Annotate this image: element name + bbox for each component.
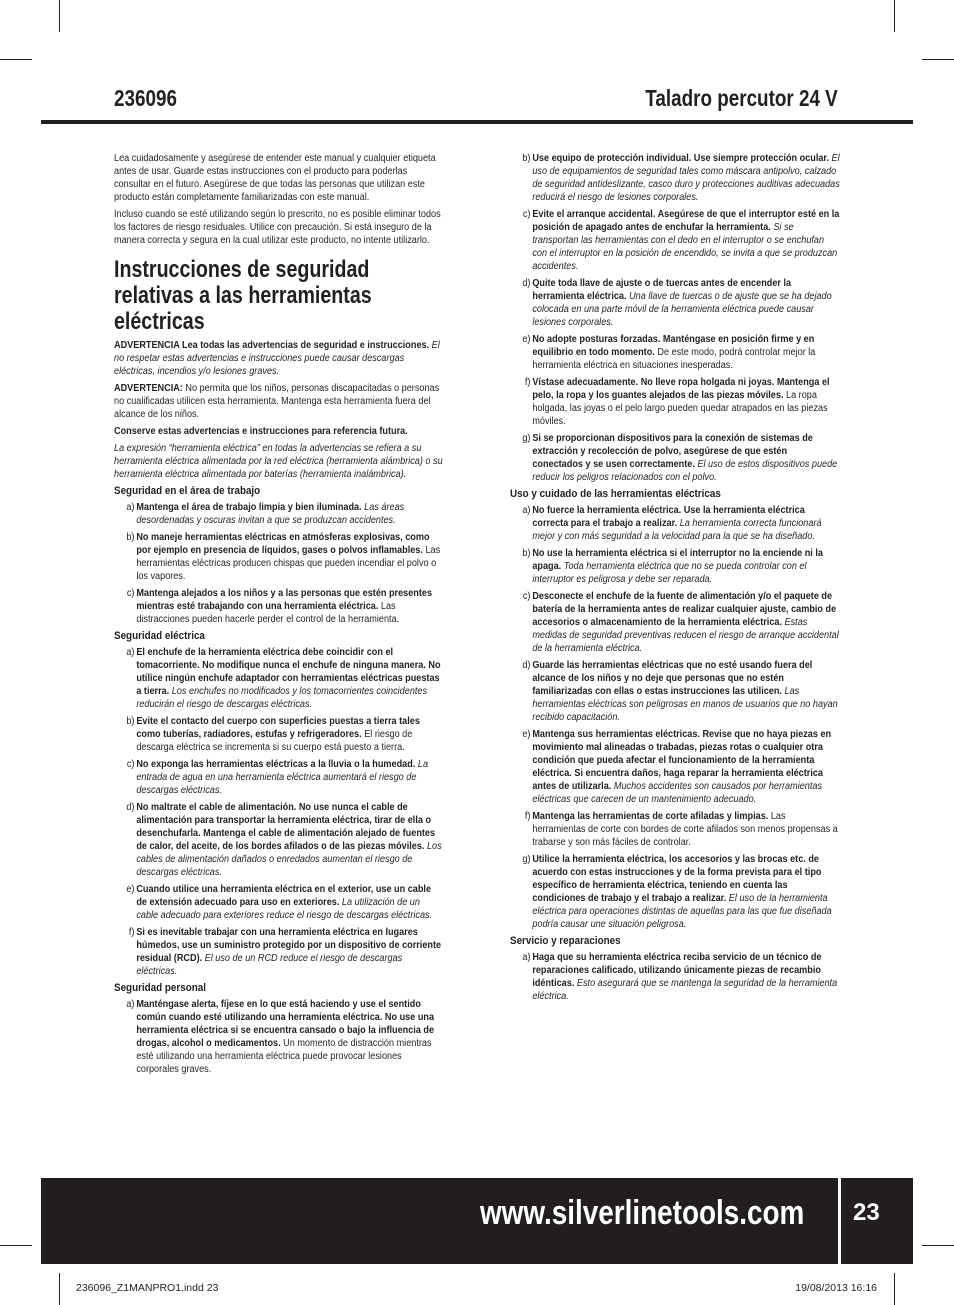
- item-letter: c): [522, 591, 531, 602]
- right-column: [510, 152, 840, 1007]
- list-item: [510, 333, 840, 372]
- warning-paragraph: ADVERTENCIA: No permita que los niños, personas discapacitadas o personas no cualificadas utilicen esta herramienta. Mantenga esta herramienta fuera del alcance de los niños.: [114, 383, 440, 420]
- item-text: Mantenga el área de trabajo limpia y bien iluminada. Las áreas desordenadas y oscuras invitan a que se produzcan accidentes.: [136, 502, 405, 526]
- slug-filename: 236096_Z1MANPRO1.indd 23: [76, 1282, 219, 1294]
- intro-paragraph: Incluso cuando se esté utilizando según lo prescrito, no es posible eliminar todos los factores de riesgo residuales. Utilice con precaución. Si está inseguro de la manera correcta y segura en la cual utilizar este producto, no intente utilizarlo.: [114, 209, 441, 246]
- item-letter: c): [126, 588, 135, 599]
- list-item: [510, 853, 840, 931]
- warning-paragraph: ADVERTENCIA Lea todas las advertencias de seguridad e instrucciones. El no respetar estas advertencias e instrucciones puede causar descargas eléctricas, incendios y/o lesiones graves.: [114, 340, 440, 377]
- subsection-title: Seguridad personal: [114, 982, 206, 994]
- definition-paragraph: La expresión “herramienta eléctrica” en todas la advertencias se refiera a su herramienta eléctrica alimentada por la red eléctrica (herramienta alámbrica) o su herramienta eléctrica alimentada por baterías (herramienta inalámbrica).: [114, 443, 443, 480]
- item-letter: f): [524, 377, 531, 388]
- list-item: [510, 152, 840, 204]
- item-letter: b): [126, 532, 135, 543]
- item-letter: a): [522, 505, 531, 516]
- list-item: [114, 587, 444, 626]
- item-text: Utilice la herramienta eléctrica, los accesorios y las brocas etc. de acuerdo con estas instrucciones y de la forma prevista para el tipo específico de herramienta eléctrica, teniendo en cuenta las condiciones de trabajo y el trabajo a realizar. El uso de la herramienta eléctrica para operaciones distintas de aquellas para las que fue diseñada podría causar une situación peligrosa.: [532, 854, 832, 930]
- item-text: Mantenga sus herramientas eléctricas. Revise que no haya piezas en movimiento mal alineadas o trabadas, piezas rotas o cualquier otra condición que pueda afectar el funcionamiento de la herramienta eléctrica. Si encuentra daños, haga reparar la herramienta eléctrica antes de utilizarla. Muchos accidentes son causados por herramientas eléctricas que carecen de un mantenimiento adecuado.: [532, 729, 832, 805]
- item-text: No maltrate el cable de alimentación. No use nunca el cable de alimentación para transportar la herramienta eléctrica, tirar de ella o desenchufarla. Mantenga el cable de alimentación alejado de fuentes de calor, del aceite, de los bordes afilados o de las piezas móviles. Los cables de alimentación dañados o enredados aumentan el riesgo de descargas eléctricas.: [136, 802, 442, 878]
- list-item: [510, 547, 840, 586]
- crop-mark: [894, 1273, 895, 1305]
- item-letter: a): [126, 647, 135, 658]
- item-letter: d): [522, 660, 531, 671]
- list-item: [114, 801, 444, 879]
- item-text: Mantenga las herramientas de corte afiladas y limpias. Las herramientas de corte con bordes de corte afilados son menos propensas a trabarse y son más fáciles de controlar.: [532, 811, 838, 848]
- item-letter: a): [126, 999, 135, 1010]
- list-item: [510, 208, 840, 273]
- subsection-title: Servicio y reparaciones: [510, 935, 621, 947]
- header-rule: [41, 120, 913, 124]
- item-letter: e): [522, 334, 531, 345]
- subsection-title: Seguridad eléctrica: [114, 630, 205, 642]
- item-letter: c): [126, 759, 135, 770]
- list-item: [510, 432, 840, 484]
- subsection-title: Uso y cuidado de las herramientas eléctricas: [510, 488, 721, 500]
- item-text: Cuando utilice una herramienta eléctrica en el exterior, use un cable de extensión adecuado para uso en exteriores. La utilización de un cable adecuado para exteriores reduce el riesgo de descargas eléctricas.: [136, 884, 433, 921]
- item-text: Evite el contacto del cuerpo con superficies puestas a tierra tales como tuberías, radiadores, estufas y refrigeradores. El riesgo de descarga eléctrica se incrementa si su cuerpo está puesto a tierra.: [136, 716, 420, 753]
- list-item: [114, 883, 444, 922]
- item-letter: d): [522, 278, 531, 289]
- item-letter: g): [522, 854, 531, 865]
- item-letter: b): [522, 153, 531, 164]
- subsection-title: Seguridad en el área de trabajo: [114, 485, 261, 497]
- list-item: [114, 501, 444, 527]
- slug-date: 19/08/2013 16:16: [795, 1282, 877, 1294]
- item-text: Si es inevitable trabajar con una herramienta eléctrica en lugares húmedos, use un suministro protegido por un dispositivo de corriente residual (RCD). El uso de un RCD reduce el riesgo de descargas eléctricas.: [136, 927, 442, 977]
- item-letter: b): [522, 548, 531, 559]
- section-heading: Instrucciones de seguridad relativas a las herramientas eléctricas: [114, 256, 372, 335]
- item-letter: a): [522, 952, 531, 963]
- list-item: [510, 728, 840, 806]
- item-text: Haga que su herramienta eléctrica reciba servicio de un técnico de reparaciones calificado, utilizando únicamente piezas de recambio idénticas. Esto asegurará que se mantenga la seguridad de la herramienta eléctrica.: [532, 952, 838, 1002]
- item-text: Quite toda llave de ajuste o de tuercas antes de encender la herramienta eléctrica. Una llave de tuercas o de ajuste que se ha dejado colocada en una parte móvil de la herramienta eléctrica puede causar lesiones corporales.: [532, 278, 832, 328]
- website-url: www.silverlinetools.com: [480, 1194, 805, 1232]
- item-text: Mantenga alejados a los niños y a las personas que estén presentes mientras esté trabajando con una herramienta eléctrica. Las distracciones pueden hacerle perder el control de la herramienta.: [136, 588, 433, 625]
- crop-mark: [894, 0, 895, 32]
- item-letter: d): [126, 802, 135, 813]
- list-item: [114, 646, 444, 711]
- item-text: No adopte posturas forzadas. Manténgase en posición firme y en equilibrio en todo momento. De este modo, podrá controlar mejor la herramienta eléctrica en situaciones inesperadas.: [532, 334, 816, 371]
- item-text: Manténgase alerta, fíjese en lo que está haciendo y use el sentido común cuando esté utilizando una herramienta eléctrica. No use una herramienta eléctrica si se encuentra cansado o bajo la influencia de drogas, alcohol o medicamentos. Un momento de distracción mientras esté utilizando una herramienta eléctrica puede provocar lesiones corporales graves.: [136, 999, 435, 1075]
- item-letter: a): [126, 502, 135, 513]
- page-number: 23: [853, 1199, 880, 1226]
- item-text: Guarde las herramientas eléctricas que no esté usando fuera del alcance de los niños y no deje que personas que no estén familiarizadas con ellas o estas instrucciones las utilicen. Las herramientas eléctricas son peligrosas en manos de usuarios que no hayan recibido capacitación.: [532, 660, 838, 723]
- item-text: No exponga las herramientas eléctricas a la lluvia o la humedad. La entrada de agua en una herramienta eléctrica aumentará el riesgo de descargas eléctricas.: [136, 759, 429, 796]
- crop-mark: [922, 1245, 954, 1246]
- item-letter: g): [522, 433, 531, 444]
- list-item: [510, 376, 840, 428]
- crop-mark: [922, 59, 954, 60]
- left-column: [114, 152, 444, 1080]
- item-text: Si se proporcionan dispositivos para la conexión de sistemas de extracción y recolección de polvo, asegúrese de que estén conectados y se usen correctamente. El uso de estos dispositivos puede reducir los peligros relacionados con el polvo.: [532, 433, 838, 483]
- item-letter: b): [126, 716, 135, 727]
- product-title: Taladro percutor 24 V: [645, 85, 838, 111]
- crop-mark: [59, 1273, 60, 1305]
- item-text: No fuerce la herramienta eléctrica. Use la herramienta eléctrica correcta para el trabajo a realizar. La herramienta correcta funcionará mejor y con más seguridad a la velocidad para la que se ha diseñado.: [532, 505, 822, 542]
- item-text: Use equipo de protección individual. Use siempre protección ocular. El uso de equipamientos de seguridad tales como máscara antipolvo, calzado de seguridad antideslizante, casco duro y protecciones auditivas adecuadas reducirá el riesgo de lesiones corporales.: [532, 153, 840, 203]
- list-item: [114, 998, 444, 1076]
- item-text: Evite el arranque accidental. Asegúrese de que el interruptor esté en la posición de apagado antes de enchufar la herramienta. Si se transportan las herramientas con el dedo en el interruptor o se enchufan con el interruptor en la posición de encendido, se invita a que se produzcan accidentes.: [532, 209, 840, 272]
- list-item: [510, 951, 840, 1003]
- list-item: [114, 758, 444, 797]
- item-letter: e): [522, 729, 531, 740]
- item-text: El enchufe de la herramienta eléctrica debe coincidir con el tomacorriente. No modifique nunca el enchufe de ninguna manera. No utilice ningún enchufe adaptador con herramientas eléctricas puestas a tierra. Los enchufes no modificados y los tomacorrientes coincidentes reducirán el riesgo de descargas eléctricas.: [136, 647, 441, 710]
- crop-mark: [59, 0, 60, 32]
- item-text: Desconecte el enchufe de la fuente de alimentación y/o el paquete de batería de la herramienta antes de realizar cualquier ajuste, cambio de accesorios o almacenamiento de la herramienta eléctrica. Estas medidas de seguridad preventivas reducen el riesgo de arranque accidental de la herramienta eléctrica.: [532, 591, 839, 654]
- crop-mark: [0, 1245, 32, 1246]
- list-item: [114, 715, 444, 754]
- list-item: [510, 590, 840, 655]
- crop-mark: [0, 59, 32, 60]
- continued-list: [510, 152, 840, 484]
- item-letter: f): [524, 811, 531, 822]
- product-code: 236096: [114, 85, 177, 111]
- item-letter: e): [126, 884, 135, 895]
- left-sections: [114, 485, 444, 1076]
- list-item: [114, 531, 444, 583]
- list-item: [510, 277, 840, 329]
- right-sections: [510, 488, 840, 1003]
- item-text: No maneje herramientas eléctricas en atmósferas explosivas, como por ejemplo en presencia de líquidos, gases o polvos inflamables. Las herramientas eléctricas producen chispas que pueden incendiar el polvo o los vapores.: [136, 532, 441, 582]
- intro-paragraph: Lea cuidadosamente y asegúrese de entender este manual y cualquier etiqueta antes de usar. Guarde estas instrucciones con el producto para poderlas consultar en el futuro. Asegúrese de que todas las personas que utilizan este producto están completamente familiarizadas con este manual.: [114, 153, 436, 203]
- item-letter: c): [522, 209, 531, 220]
- list-item: [510, 659, 840, 724]
- footer-divider: [838, 1178, 841, 1264]
- list-item: [114, 926, 444, 978]
- item-letter: f): [128, 927, 135, 938]
- list-item: [510, 810, 840, 849]
- list-item: [510, 504, 840, 543]
- item-text: Vístase adecuadamente. No lleve ropa holgada ni joyas. Mantenga el pelo, la ropa y los guantes alejados de las piezas móviles. La ropa holgada, las joyas o el pelo largo pueden quedar atrapados en las piezas móviles.: [532, 377, 830, 427]
- keep-instructions: Conserve estas advertencias e instrucciones para referencia futura.: [114, 426, 408, 437]
- item-text: No use la herramienta eléctrica si el interruptor no la enciende ni la apaga. Toda herramienta eléctrica que no se pueda controlar con el interruptor es peligrosa y debe ser reparada.: [532, 548, 823, 585]
